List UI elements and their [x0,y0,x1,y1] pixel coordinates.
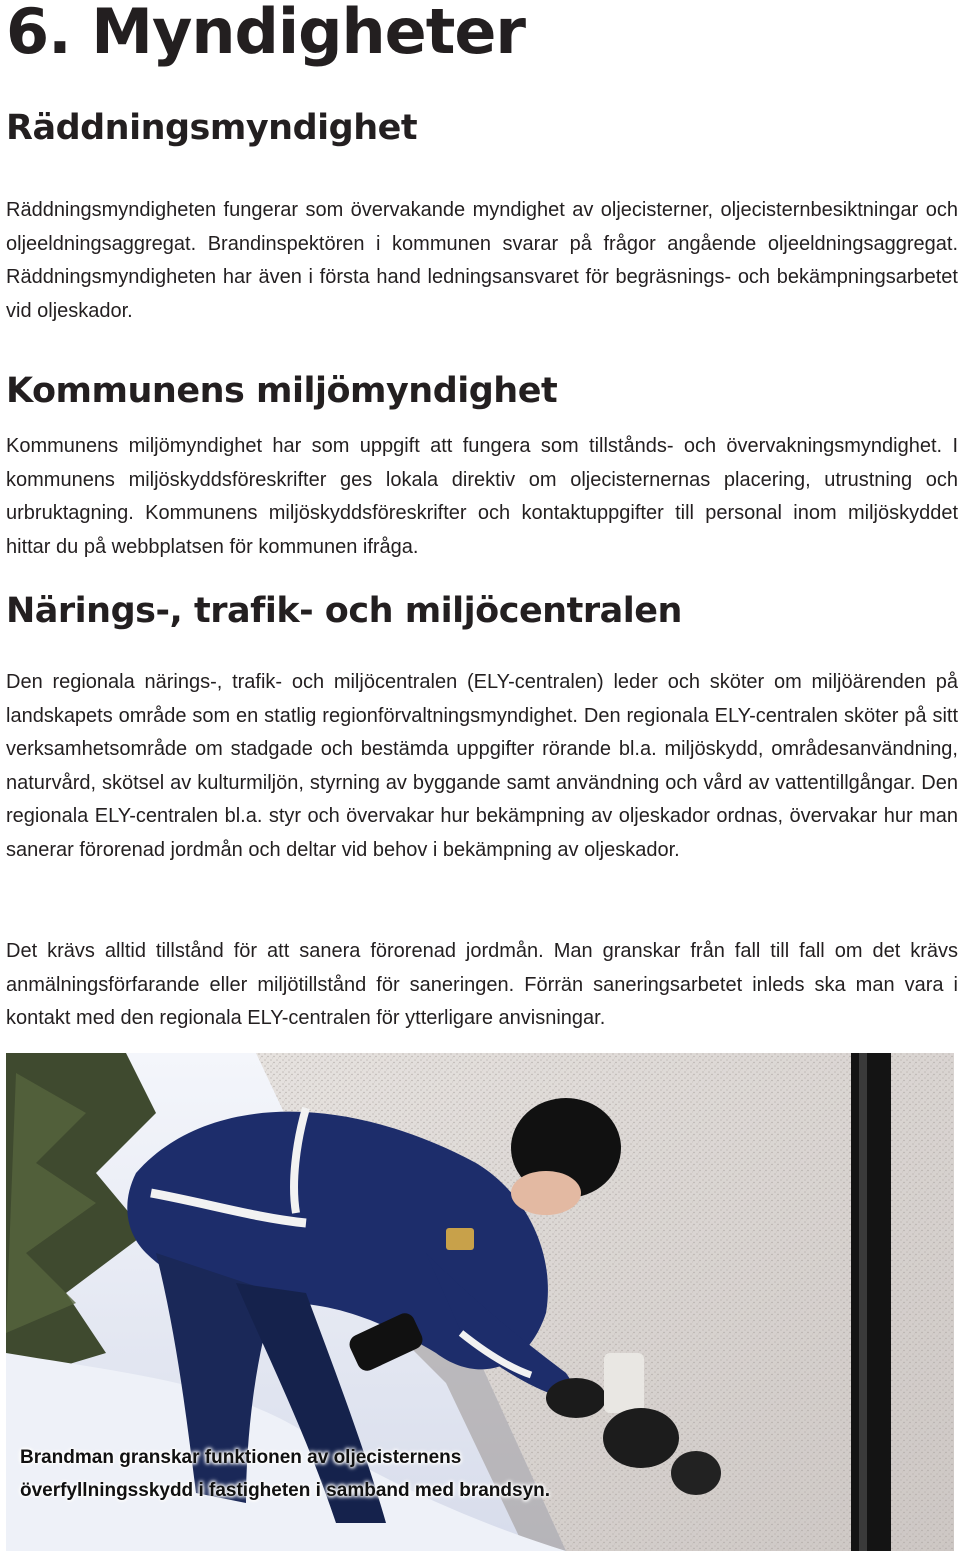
section-paragraph: Det krävs alltid tillstånd för att sanera förorenad jordmån. Man granskar från fall till fall om det krävs anmälningsförfarande eller miljötillstånd för saneringen. Förrän saneringsarbetet inleds ska man vara i kontakt med den regionala ELY-centralen för ytterligare anvisningar. [6,940,958,1029]
chapter-title: 6. Myndigheter [6,0,525,68]
section-paragraph: Kommunens miljömyndighet har som uppgift att fungera som tillstånds- och övervakningsmyndighet. I kommunens miljöskyddsföreskrifter ges lokala direktiv om oljecisternernas placering, utrustning och urbruktagning. Kommunens miljöskyddsföreskrifter och kontaktuppgifter till personal inom miljöskyddet hittar du på webbplatsen för kommunen ifråga. [6,435,958,558]
section-paragraph: Den regionala närings-, trafik- och miljöcentralen (ELY-centralen) leder och sköter om miljöärenden på landskapets område som en statlig regionförvaltningsmyndighet. Den regionala ELY-centralen sköter på sitt verksamhetsområde om stadgade och bestämda uppgifter rörande bl.a. miljöskydd, områdesanvändning, naturvård, skötsel av kulturmiljön, styrning av byggande samt användning och vård av vattentillgångar. Den regionala ELY-centralen bl.a. styr och övervakar hur bekämpning av oljeskador ordnas, övervakar hur man sanerar förorenad jordmån och deltar vid behov i bekämpning av oljeskador. [6,671,958,861]
section-heading-narings-trafik-miljocentralen: Närings-, trafik- och miljöcentralen [6,591,682,631]
photo-caption: Brandman granskar funktionen av oljecisternens överfyllningsskydd i fastigheten i samband med brandsyn. [20,1447,551,1501]
section-heading-kommunens-miljomyndighet: Kommunens miljömyndighet [6,371,558,411]
section-heading-raddningsmyndighet: Räddningsmyndighet [6,108,418,148]
section-paragraph: Räddningsmyndigheten fungerar som övervakande myndighet av oljecisterner, oljecisternbesiktningar och oljeeldningsaggregat. Brandinspektören i kommunen svarar på frågor angående oljeeldningsaggregat. Räddningsmyndigheten har även i första hand ledningsansvaret för begräsnings- och bekämpningsarbetet vid oljeskador. [6,199,958,322]
